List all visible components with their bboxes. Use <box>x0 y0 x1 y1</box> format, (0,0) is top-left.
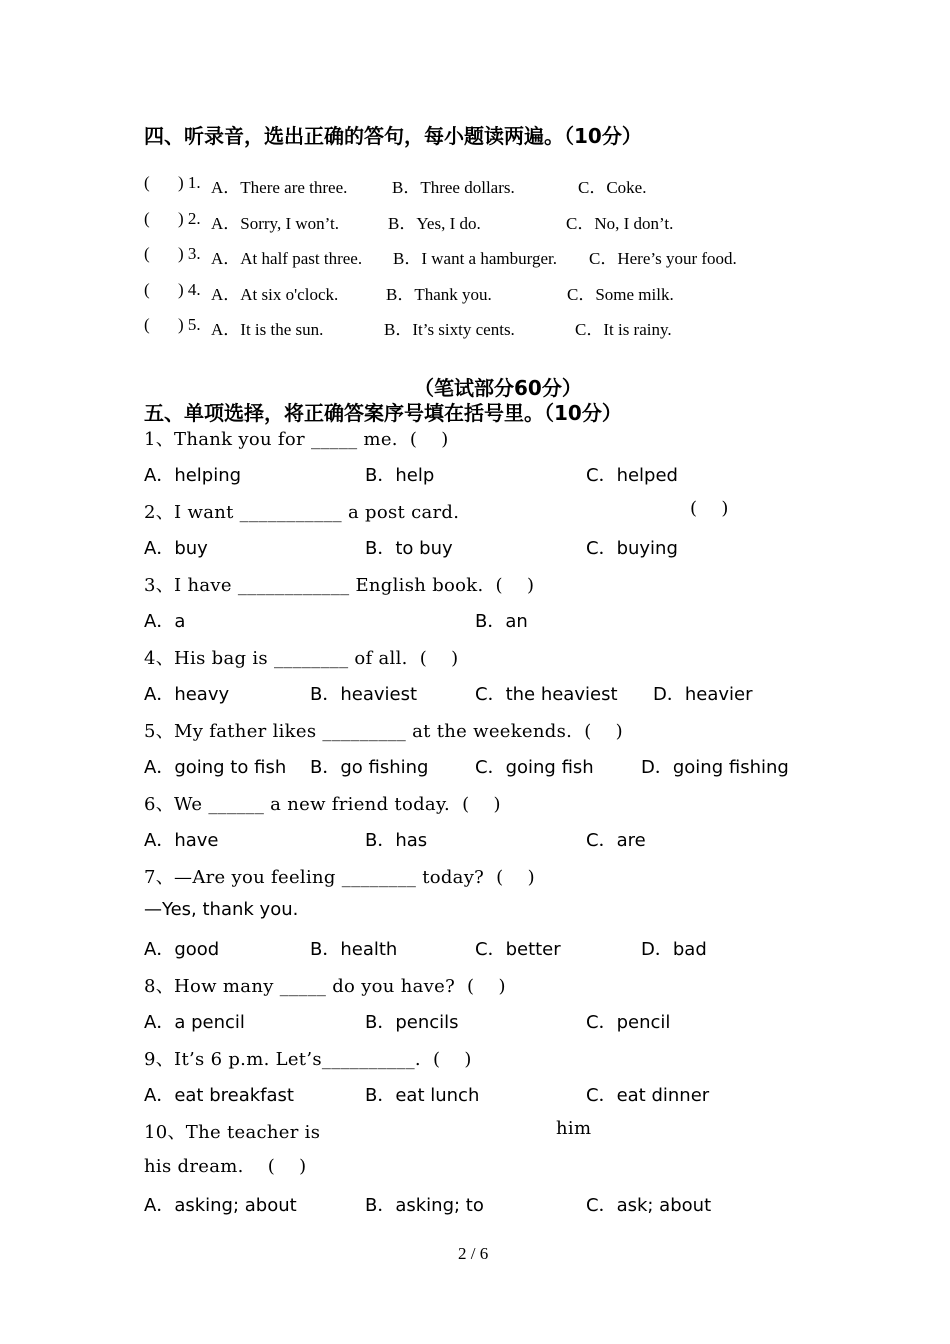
question-text: 8、How many _____ do you have? ( ) <box>144 976 506 997</box>
answer-paren[interactable]: ( <box>144 244 150 263</box>
option-c: C．buying <box>586 538 678 559</box>
option-c: C．eat dinner <box>586 1085 710 1106</box>
option-d: D．heavier <box>653 684 753 705</box>
section4-heading: 四、听录音，选出正确的答句，每小题读两遍。（10分） <box>144 124 642 148</box>
answer-paren[interactable]: ( ) <box>690 498 729 519</box>
option-c: C．Some milk. <box>567 285 674 304</box>
question-text: 5、My father likes _________ at the weekends. ( ) <box>144 721 623 742</box>
section5-heading: 五、单项选择，将正确答案序号填在括号里。（10分） <box>144 401 622 425</box>
option-b: B．asking; to <box>365 1195 484 1216</box>
option-c: C．It is rainy. <box>575 320 672 339</box>
option-c: C．ask; about <box>586 1195 712 1216</box>
option-b: B．go fishing <box>310 757 429 778</box>
option-b: B．heaviest <box>310 684 418 705</box>
question-reply: —Yes, thank you. <box>144 899 299 920</box>
option-a: A．helping <box>144 465 242 486</box>
question-text: 10、The teacher is <box>144 1122 321 1143</box>
option-d: D．bad <box>641 939 707 960</box>
question-text-cont: him <box>556 1118 592 1139</box>
option-b: B．pencils <box>365 1012 459 1033</box>
option-a: A．asking; about <box>144 1195 297 1216</box>
option-c: C．going fish <box>475 757 594 778</box>
option-a: A．going to fish <box>144 757 287 778</box>
option-b: B．help <box>365 465 435 486</box>
question-text: 7、—Are you feeling ________ today? ( ) <box>144 867 535 888</box>
option-b: B．health <box>310 939 398 960</box>
option-b: B．Thank you. <box>386 285 492 304</box>
option-a: A．eat breakfast <box>144 1085 294 1106</box>
option-b: B．It’s sixty cents. <box>384 320 515 339</box>
option-a: A．good <box>144 939 220 960</box>
question-text: 9、It’s 6 p.m. Let’s__________. ( ) <box>144 1049 472 1070</box>
option-a: A．a <box>144 611 186 632</box>
answer-paren[interactable]: ( <box>144 280 150 299</box>
item-number: ) 1. <box>178 173 201 192</box>
option-b: B．to buy <box>365 538 453 559</box>
item-number: ) 2. <box>178 209 201 228</box>
option-a: A．buy <box>144 538 208 559</box>
option-b: B．an <box>475 611 528 632</box>
answer-paren[interactable]: ( <box>144 315 150 334</box>
option-a: A．There are three. <box>211 178 348 197</box>
option-b: B．Three dollars. <box>392 178 515 197</box>
option-a: A．Sorry, I won’t. <box>211 214 339 233</box>
answer-paren[interactable]: ( <box>144 173 150 192</box>
option-a: A．heavy <box>144 684 230 705</box>
option-c: C．helped <box>586 465 678 486</box>
option-c: C．are <box>586 830 646 851</box>
option-c: C．No, I don’t. <box>566 214 674 233</box>
question-text: 1、Thank you for _____ me. ( ) <box>144 429 449 450</box>
option-c: C．the heaviest <box>475 684 618 705</box>
option-d: D．going fishing <box>641 757 789 778</box>
option-a: A．At six o'clock. <box>211 285 339 304</box>
option-b: B．Yes, I do. <box>388 214 481 233</box>
page-number: 2 / 6 <box>458 1244 489 1263</box>
option-b: B．I want a hamburger. <box>393 249 557 268</box>
option-a: A．a pencil <box>144 1012 245 1033</box>
option-c: C．Coke. <box>578 178 647 197</box>
option-a: A．It is the sun. <box>211 320 324 339</box>
question-text: 3、I have ____________ English book. ( ) <box>144 575 535 596</box>
option-c: C．Here’s your food. <box>589 249 737 268</box>
option-b: B．has <box>365 830 428 851</box>
item-number: ) 5. <box>178 315 201 334</box>
item-number: ) 4. <box>178 280 201 299</box>
item-number: ) 3. <box>178 244 201 263</box>
answer-paren[interactable]: ( <box>144 209 150 228</box>
option-c: C．pencil <box>586 1012 671 1033</box>
written-part-heading: （笔试部分60分） <box>414 376 582 400</box>
option-a: A．At half past three. <box>211 249 363 268</box>
option-a: A．have <box>144 830 219 851</box>
option-c: C．better <box>475 939 561 960</box>
question-text: 4、His bag is ________ of all. ( ) <box>144 648 459 669</box>
question-text: 6、We ______ a new friend today. ( ) <box>144 794 501 815</box>
option-b: B．eat lunch <box>365 1085 480 1106</box>
question-text-line2: his dream. ( ) <box>144 1156 307 1177</box>
question-text: 2、I want ___________ a post card. <box>144 502 460 523</box>
